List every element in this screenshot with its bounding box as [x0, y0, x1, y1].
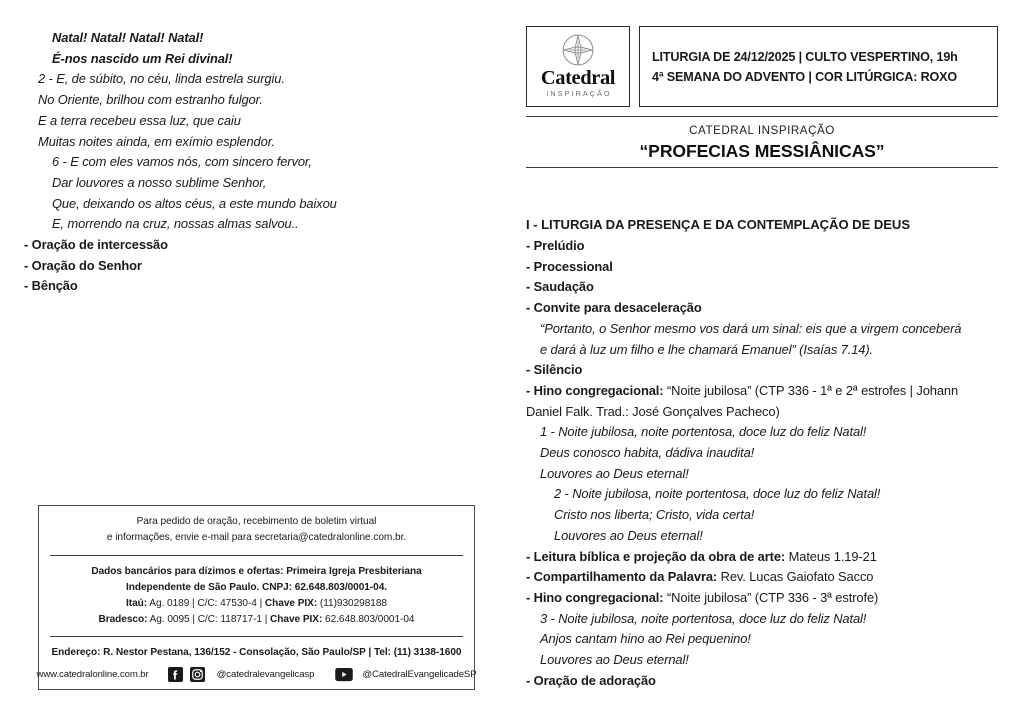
contact-section: [39, 506, 474, 555]
liturgy-item-value: “Noite jubilosa” (CTP 336 - 1ª e 2ª estrofes | Johann: [663, 382, 959, 398]
bank-name: Bradesco:: [98, 613, 148, 625]
masthead: [526, 26, 998, 107]
service-info-box: [639, 26, 998, 107]
continuation-hymn-lyric: E, morrendo na cruz, nossas almas salvou..: [52, 216, 299, 232]
continuation-hymn-lyric: 6 - E com eles vamos nós, com sincero fervor,: [52, 154, 312, 170]
pix-label: Chave PIX:: [270, 613, 323, 625]
liturgy-hymn-lyric: 1 - Noite jubilosa, noite portentosa, doce luz do feliz Natal!: [540, 424, 867, 440]
right-column: [512, 0, 1024, 724]
pix-key: (11)930298188: [317, 597, 387, 609]
liturgy-section-title: I - LITURGIA DA PRESENÇA E DA CONTEMPLAÇÃO DE DEUS: [526, 217, 911, 232]
service-info-line-2: 4ª SEMANA DO ADVENTO | COR LITÚRGICA: ROXO: [652, 69, 958, 84]
liturgy-item: - Processional: [526, 258, 613, 274]
page-title: “PROFECIAS MESSIÂNICAS”: [639, 141, 885, 161]
social-handle-1: @catedralevangelicasp: [216, 669, 315, 681]
liturgy-item: - Convite para desaceleração: [526, 300, 702, 316]
liturgy-scripture-quote: “Portanto, o Senhor mesmo vos dará um sinal: eis que a virgem conceberá: [540, 320, 962, 336]
liturgy-hymn-lyric: Louvores ao Deus eternal!: [540, 465, 689, 481]
pix-label: Chave PIX:: [264, 597, 318, 609]
liturgy-hymn-lyric: Deus conosco habita, dádiva inaudita!: [540, 445, 755, 461]
continuation-hymn-lyric: Muitas noites ainda, em exímio esplendor.: [38, 133, 275, 149]
liturgy-item-label: - Hino congregacional:: [526, 382, 664, 398]
continuation-hymn-refrain: É-nos nascido um Rei divinal!: [52, 50, 233, 66]
liturgy-item: [526, 547, 998, 568]
liturgy-item-label: - Hino congregacional:: [526, 589, 664, 605]
bank-account: Ag. 0095 | C/C: 118717-1 |: [147, 613, 271, 625]
pix-key: 62.648.803/0001-04: [322, 613, 415, 625]
continuation-hymn-lyric: 2 - E, de súbito, no céu, linda estrela surgiu.: [38, 71, 285, 87]
continuation-hymn-lyric: No Oriente, brilhou com estranho fulgor.: [38, 92, 263, 108]
logo-box: [526, 26, 630, 107]
bank-row: [51, 596, 462, 612]
logo-subtitle: INSPIRAÇÃO: [546, 89, 612, 98]
liturgy-hymn-lyric: Anjos cantam hino ao Rei pequenino!: [540, 631, 751, 647]
footer-info-box: [38, 505, 475, 690]
liturgy-hymn-lyric: Louvores ao Deus eternal!: [554, 527, 703, 543]
social-handle-2: @CatedralEvangelicadeSP: [362, 669, 477, 681]
liturgy-section: [526, 214, 998, 691]
liturgy-item-continuation: Daniel Falk. Trad.: José Gonçalves Pacheco): [526, 403, 780, 419]
liturgy-item: - Prelúdio: [526, 238, 585, 253]
continuation-item: - Bênção: [24, 278, 78, 294]
liturgy-hymn-lyric: 3 - Noite jubilosa, noite portentosa, doce luz do feliz Natal!: [540, 610, 867, 626]
bank-rows: [51, 596, 462, 628]
continuation-hymn-refrain: Natal! Natal! Natal! Natal!: [52, 30, 204, 45]
liturgy-list: [526, 236, 998, 691]
liturgy-scripture-quote: e dará à luz um filho e lhe chamará Emanuel” (Isaías 7.14).: [540, 341, 874, 357]
liturgy-hymn-lyric: Louvores ao Deus eternal!: [540, 652, 689, 668]
service-info-line-1: LITURGIA DE 24/12/2025 | CULTO VESPERTINO, 19h: [652, 49, 958, 64]
social-row: [36, 663, 477, 689]
liturgy-item-label: - Leitura bíblica e projeção da obra de arte:: [526, 548, 786, 564]
title-rule-bottom: [526, 167, 998, 168]
liturgy-item: [526, 381, 998, 402]
liturgy-item-value: Mateus 1.19-21: [785, 548, 877, 564]
liturgy-item: - Silêncio: [526, 362, 583, 378]
liturgy-item-label: - Compartilhamento da Palavra:: [526, 569, 718, 585]
church-name: CATEDRAL INSPIRAÇÃO: [689, 124, 835, 137]
continuation-hymn-lyric: E a terra recebeu essa luz, que caiu: [38, 112, 241, 128]
bank-row: [51, 612, 462, 628]
contact-line-1: Para pedido de oração, recebimento de boletim virtual: [136, 516, 377, 527]
continuation-hymn-lyric: Que, deixando os altos céus, a este mundo baixou: [52, 195, 337, 211]
logo-wordmark: Catedral: [540, 67, 616, 89]
liturgy-item: - Saudação: [526, 279, 594, 295]
address-line: Endereço: R. Nestor Pestana, 136/152 - Consolação, São Paulo/SP | Tel: (11) 3138-1600: [51, 646, 462, 658]
continuation-list: [24, 28, 488, 297]
title-block: [526, 117, 998, 167]
liturgy-item-value: “Noite jubilosa” (CTP 336 - 3ª estrofe): [663, 589, 879, 605]
bank-name: Itaú:: [126, 597, 148, 609]
compass-cross-emblem-icon: [561, 33, 595, 67]
website-link[interactable]: www.catedralonline.com.br: [36, 669, 149, 681]
contact-line-2: e informações, envie e-mail para secretaria@catedralonline.com.br.: [106, 532, 407, 544]
liturgy-hymn-lyric: 2 - Noite jubilosa, noite portentosa, doce luz do feliz Natal!: [554, 486, 881, 502]
address-section: [39, 637, 474, 663]
liturgy-hymn-lyric: Cristo nos liberta; Cristo, vida certa!: [554, 507, 755, 523]
youtube-icon[interactable]: [335, 667, 350, 682]
facebook-icon[interactable]: [168, 667, 183, 682]
bank-account: Ag. 0189 | C/C: 47530-4 |: [147, 597, 265, 609]
liturgy-item: [526, 567, 998, 588]
bank-section: [39, 556, 474, 636]
bank-line-1: Dados bancários para dízimos e ofertas: Primeira Igreja Presbiteriana: [91, 565, 422, 577]
continuation-hymn-lyric: Dar louvores a nosso sublime Senhor,: [52, 174, 267, 190]
liturgy-item-value: Rev. Lucas Gaiofato Sacco: [717, 569, 874, 585]
liturgy-item: - Oração de adoração: [526, 672, 656, 688]
continuation-item: - Oração de intercessão: [24, 237, 168, 253]
continuation-item: - Oração do Senhor: [24, 257, 142, 273]
bank-line-2: Independente de São Paulo. CNPJ: 62.648.803/0001-04.: [125, 581, 388, 593]
instagram-icon[interactable]: [190, 667, 205, 682]
liturgy-item: [526, 588, 998, 609]
